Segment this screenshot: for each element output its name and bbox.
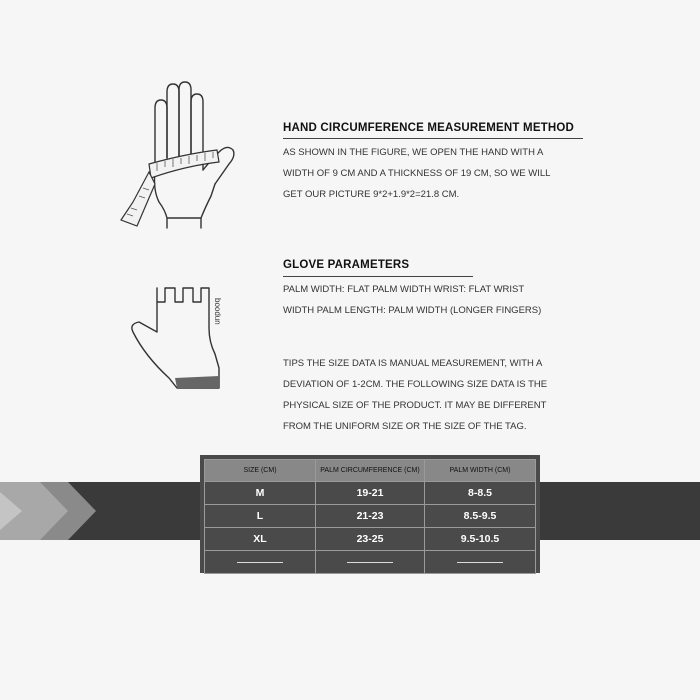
glove-parameters-heading: GLOVE PARAMETERS [283,259,410,271]
table-row [205,505,536,528]
text-line: PHYSICAL SIZE OF THE PRODUCT. IT MAY BE DIFFERENT [283,400,547,411]
heading-underline [283,138,583,139]
circumference-cell: 19-21 [316,482,425,505]
table-row-blank [205,551,536,574]
blank-cell [425,551,536,574]
measurement-method-text [283,142,603,205]
text-line: FROM THE UNIFORM SIZE OR THE SIZE OF THE TAG. [283,421,527,432]
text-line: DEVIATION OF 1-2CM. THE FOLLOWING SIZE DATA IS THE [283,379,548,390]
text-line: GET OUR PICTURE 9*2+1.9*2=21.8 CM. [283,189,460,200]
size-cell: XL [205,528,316,551]
circumference-cell: 21-23 [316,505,425,528]
glove-brand-logo: boodun [213,298,222,325]
blank-cell [205,551,316,574]
text-line: WIDTH OF 9 CM AND A THICKNESS OF 19 CM, SO WE WILL [283,168,551,179]
size-table [204,459,536,574]
heading-underline [283,276,473,277]
size-cell: L [205,505,316,528]
glove-parameters-text [283,279,613,321]
tips-text [283,353,603,437]
header-size: SIZE (CM) [205,460,316,482]
text-line: PALM WIDTH: FLAT PALM WIDTH WRIST: FLAT WRIST [283,284,525,295]
width-cell: 8-8.5 [425,482,536,505]
text-line: WIDTH PALM LENGTH: PALM WIDTH (LONGER FINGERS) [283,305,542,316]
table-header-row [205,460,536,482]
decorative-arrow [0,482,100,540]
table-row [205,482,536,505]
hand-measure-illustration [115,80,255,230]
circumference-cell: 23-25 [316,528,425,551]
size-cell: M [205,482,316,505]
width-cell: 8.5-9.5 [425,505,536,528]
table-row [205,528,536,551]
blank-cell [316,551,425,574]
width-cell: 9.5-10.5 [425,528,536,551]
header-palm-circumference: PALM CIRCUMFERENCE (CM) [316,460,425,482]
measurement-method-heading: HAND CIRCUMFERENCE MEASUREMENT METHOD [283,122,575,134]
text-line: AS SHOWN IN THE FIGURE, WE OPEN THE HAND WITH A [283,147,544,158]
text-line: TIPS THE SIZE DATA IS MANUAL MEASUREMENT, WITH A [283,358,543,369]
header-palm-width: PALM WIDTH (CM) [425,460,536,482]
glove-illustration [125,280,235,395]
